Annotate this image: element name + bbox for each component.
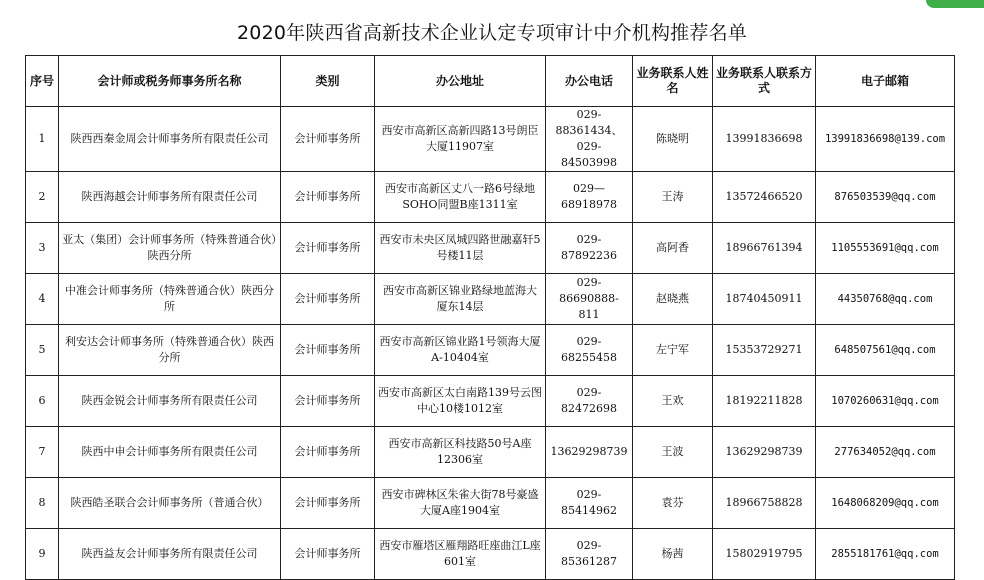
table-row (26, 107, 955, 172)
cell-contact-name: 袁芬 (633, 478, 713, 529)
cell-firm-name: 亚太（集团）会计师事务所（特殊普通合伙）陕西分所 (59, 223, 281, 274)
corner-accent (926, 0, 984, 8)
cell-office-phone: 029-85414962 (546, 478, 633, 529)
cell-email: 876503539@qq.com (816, 172, 955, 223)
cell-address: 西安市高新区太白南路139号云图中心10楼1012室 (375, 376, 546, 427)
cell-contact-name: 赵晓燕 (633, 274, 713, 325)
cell-type: 会计师事务所 (281, 274, 375, 325)
cell-address: 西安市高新区锦业路1号领海大厦A-10404室 (375, 325, 546, 376)
header-no: 序号 (26, 56, 59, 107)
table-row (26, 223, 955, 274)
cell-no: 4 (26, 274, 59, 325)
cell-contact-name: 王涛 (633, 172, 713, 223)
cell-type: 会计师事务所 (281, 427, 375, 478)
cell-contact-name: 陈晓明 (633, 107, 713, 172)
cell-type: 会计师事务所 (281, 529, 375, 580)
cell-office-phone: 029-88361434、029-84503998 (546, 107, 633, 172)
header-firm-name: 会计师或税务师事务所名称 (59, 56, 281, 107)
cell-office-phone: 029-87892236 (546, 223, 633, 274)
header-contact-mobile: 业务联系人联系方式 (713, 56, 816, 107)
cell-email: 1070260631@qq.com (816, 376, 955, 427)
cell-office-phone: 13629298739 (546, 427, 633, 478)
table-row (26, 529, 955, 580)
cell-address: 西安市碑林区朱雀大街78号豪盛大厦A座1904室 (375, 478, 546, 529)
table-row (26, 427, 955, 478)
cell-contact-name: 王波 (633, 427, 713, 478)
cell-address: 西安市未央区凤城四路世融嘉轩5号楼11层 (375, 223, 546, 274)
cell-email: 1648068209@qq.com (816, 478, 955, 529)
cell-type: 会计师事务所 (281, 325, 375, 376)
cell-contact-mobile: 18192211828 (713, 376, 816, 427)
cell-office-phone: 029-85361287 (546, 529, 633, 580)
header-email: 电子邮箱 (816, 56, 955, 107)
cell-address: 西安市高新区科技路50号A座12306室 (375, 427, 546, 478)
cell-firm-name: 陕西金锐会计师事务所有限责任公司 (59, 376, 281, 427)
cell-no: 5 (26, 325, 59, 376)
cell-type: 会计师事务所 (281, 172, 375, 223)
cell-type: 会计师事务所 (281, 223, 375, 274)
cell-contact-mobile: 18966758828 (713, 478, 816, 529)
cell-email: 648507561@qq.com (816, 325, 955, 376)
cell-no: 9 (26, 529, 59, 580)
cell-type: 会计师事务所 (281, 478, 375, 529)
cell-contact-mobile: 15802919795 (713, 529, 816, 580)
cell-no: 6 (26, 376, 59, 427)
cell-firm-name: 陕西西秦金周会计师事务所有限责任公司 (59, 107, 281, 172)
cell-office-phone: 029-82472698 (546, 376, 633, 427)
cell-firm-name: 陕西海越会计师事务所有限责任公司 (59, 172, 281, 223)
cell-firm-name: 中准会计师事务所（特殊普通合伙）陕西分所 (59, 274, 281, 325)
cell-contact-name: 王欢 (633, 376, 713, 427)
cell-email: 277634052@qq.com (816, 427, 955, 478)
header-contact-name: 业务联系人姓名 (633, 56, 713, 107)
cell-contact-mobile: 13572466520 (713, 172, 816, 223)
cell-no: 7 (26, 427, 59, 478)
table-row (26, 376, 955, 427)
cell-contact-name: 左宁军 (633, 325, 713, 376)
cell-email: 44350768@qq.com (816, 274, 955, 325)
cell-email: 1105553691@qq.com (816, 223, 955, 274)
table-row (26, 325, 955, 376)
cell-firm-name: 陕西益友会计师事务所有限责任公司 (59, 529, 281, 580)
cell-contact-mobile: 13991836698 (713, 107, 816, 172)
cell-no: 1 (26, 107, 59, 172)
cell-contact-mobile: 13629298739 (713, 427, 816, 478)
cell-no: 3 (26, 223, 59, 274)
cell-email: 2855181761@qq.com (816, 529, 955, 580)
cell-contact-name: 高阿香 (633, 223, 713, 274)
cell-firm-name: 陕西皓圣联合会计师事务所（普通合伙） (59, 478, 281, 529)
cell-address: 西安市雁塔区雁翔路旺座曲江L座601室 (375, 529, 546, 580)
cell-contact-mobile: 18966761394 (713, 223, 816, 274)
cell-office-phone: 029—68918978 (546, 172, 633, 223)
cell-contact-name: 杨茜 (633, 529, 713, 580)
cell-office-phone: 029-86690888-811 (546, 274, 633, 325)
cell-contact-mobile: 18740450911 (713, 274, 816, 325)
header-type: 类别 (281, 56, 375, 107)
page-title: 2020年陕西省高新技术企业认定专项审计中介机构推荐名单 (237, 22, 747, 44)
cell-address: 西安市高新区锦业路绿地蓝海大厦东14层 (375, 274, 546, 325)
table-header-row (26, 56, 955, 107)
cell-firm-name: 陕西中申会计师事务所有限责任公司 (59, 427, 281, 478)
cell-firm-name: 利安达会计师事务所（特殊普通合伙）陕西分所 (59, 325, 281, 376)
table-row (26, 274, 955, 325)
recommendation-table (25, 55, 955, 580)
cell-email: 13991836698@139.com (816, 107, 955, 172)
header-address: 办公地址 (375, 56, 546, 107)
cell-address: 西安市高新区高新四路13号朗臣大厦11907室 (375, 107, 546, 172)
cell-type: 会计师事务所 (281, 376, 375, 427)
cell-no: 8 (26, 478, 59, 529)
header-office-phone: 办公电话 (546, 56, 633, 107)
table-row (26, 172, 955, 223)
cell-office-phone: 029-68255458 (546, 325, 633, 376)
cell-type: 会计师事务所 (281, 107, 375, 172)
cell-contact-mobile: 15353729271 (713, 325, 816, 376)
cell-no: 2 (26, 172, 59, 223)
table-row (26, 478, 955, 529)
cell-address: 西安市高新区丈八一路6号绿地SOHO同盟B座1311室 (375, 172, 546, 223)
